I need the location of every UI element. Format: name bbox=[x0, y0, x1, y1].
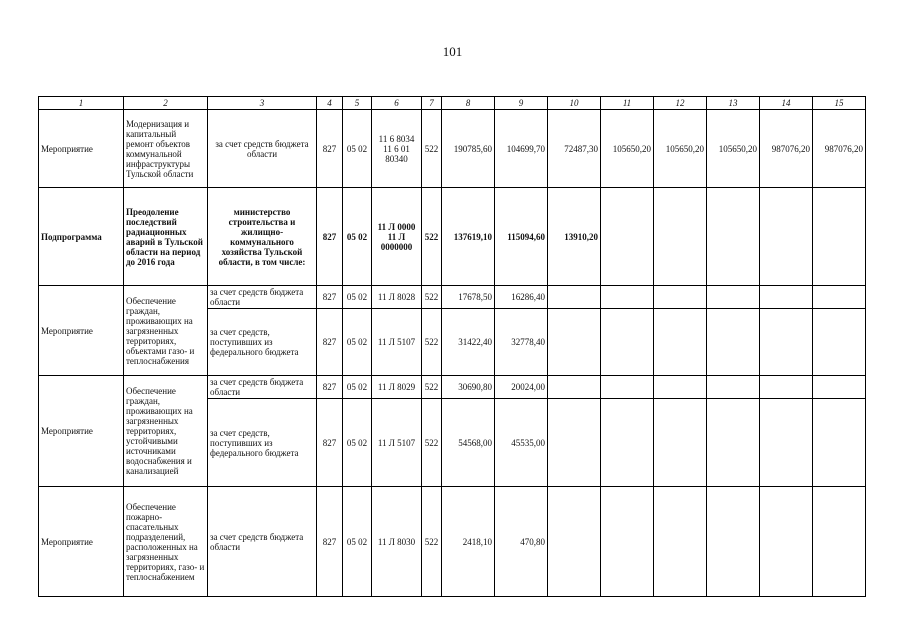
empty-cell bbox=[601, 188, 654, 286]
header-cell: 11 bbox=[601, 97, 654, 110]
funding-source: за счет средств бюджета области bbox=[208, 110, 317, 188]
value-cell: 987076,20 bbox=[813, 110, 866, 188]
value-cell: 31422,40 bbox=[442, 309, 495, 376]
header-cell: 5 bbox=[343, 97, 372, 110]
empty-cell bbox=[601, 487, 654, 597]
empty-cell bbox=[813, 286, 866, 309]
code-cell: 05 02 bbox=[343, 110, 372, 188]
value-cell: 54568,00 bbox=[442, 399, 495, 487]
empty-cell bbox=[707, 376, 760, 399]
code-cell: 522 bbox=[422, 309, 442, 376]
empty-cell bbox=[548, 399, 601, 487]
empty-cell bbox=[760, 399, 813, 487]
row-type: Подпрограмма bbox=[39, 188, 124, 286]
funding-source: за счет средств бюджета области bbox=[208, 286, 317, 309]
row-type: Мероприятие bbox=[39, 487, 124, 597]
value-cell: 470,80 bbox=[495, 487, 548, 597]
empty-cell bbox=[760, 487, 813, 597]
code-cell: 11 Л 0000 11 Л 0000000 bbox=[372, 188, 422, 286]
code-cell: 522 bbox=[422, 188, 442, 286]
table-row bbox=[39, 487, 866, 597]
empty-cell bbox=[548, 309, 601, 376]
empty-cell bbox=[654, 399, 707, 487]
empty-cell bbox=[813, 188, 866, 286]
value-cell: 72487,30 bbox=[548, 110, 601, 188]
value-cell: 105650,20 bbox=[654, 110, 707, 188]
empty-cell bbox=[813, 376, 866, 399]
value-cell: 105650,20 bbox=[601, 110, 654, 188]
code-cell: 827 bbox=[317, 286, 343, 309]
code-cell: 827 bbox=[317, 188, 343, 286]
table-row bbox=[39, 286, 866, 309]
table-row bbox=[39, 188, 866, 286]
header-cell: 3 bbox=[208, 97, 317, 110]
empty-cell bbox=[813, 399, 866, 487]
code-cell: 522 bbox=[422, 376, 442, 399]
empty-cell bbox=[813, 309, 866, 376]
header-cell: 10 bbox=[548, 97, 601, 110]
value-cell: 137619,10 bbox=[442, 188, 495, 286]
empty-cell bbox=[601, 309, 654, 376]
code-cell: 05 02 bbox=[343, 376, 372, 399]
value-cell: 987076,20 bbox=[760, 110, 813, 188]
code-cell: 827 bbox=[317, 110, 343, 188]
row-title: Преодоление последствий радиационных аварий в Тульской области на период до 2016 года bbox=[124, 188, 208, 286]
header-cell: 2 bbox=[124, 97, 208, 110]
code-cell: 11 6 8034 11 6 01 80340 bbox=[372, 110, 422, 188]
empty-cell bbox=[654, 309, 707, 376]
header-cell: 14 bbox=[760, 97, 813, 110]
code-cell: 11 Л 8028 bbox=[372, 286, 422, 309]
code-cell: 05 02 bbox=[343, 487, 372, 597]
empty-cell bbox=[654, 376, 707, 399]
value-cell: 13910,20 bbox=[548, 188, 601, 286]
header-cell: 6 bbox=[372, 97, 422, 110]
empty-cell bbox=[548, 286, 601, 309]
row-title: Модернизация и капитальный ремонт объектов коммунальной инфраструктуры Тульской области bbox=[124, 110, 208, 188]
empty-cell bbox=[654, 286, 707, 309]
code-cell: 11 Л 5107 bbox=[372, 309, 422, 376]
page-number: 101 bbox=[442, 44, 463, 59]
funding-source: за счет средств, поступивших из федерального бюджета bbox=[208, 399, 317, 487]
code-cell: 522 bbox=[422, 487, 442, 597]
code-cell: 827 bbox=[317, 487, 343, 597]
empty-cell bbox=[707, 399, 760, 487]
code-cell: 827 bbox=[317, 309, 343, 376]
code-cell: 05 02 bbox=[343, 399, 372, 487]
code-cell: 05 02 bbox=[343, 286, 372, 309]
funding-source: за счет средств бюджета области bbox=[208, 376, 317, 399]
empty-cell bbox=[707, 487, 760, 597]
header-cell: 9 bbox=[495, 97, 548, 110]
code-cell: 522 bbox=[422, 286, 442, 309]
header-row bbox=[39, 97, 866, 110]
code-cell: 11 Л 8030 bbox=[372, 487, 422, 597]
row-type: Мероприятие bbox=[39, 286, 124, 376]
value-cell: 32778,40 bbox=[495, 309, 548, 376]
budget-table bbox=[38, 96, 866, 597]
value-cell: 17678,50 bbox=[442, 286, 495, 309]
funding-source: министерство строительства и жилищно-коммунального хозяйства Тульской области, в том числе: bbox=[208, 188, 317, 286]
value-cell: 16286,40 bbox=[495, 286, 548, 309]
row-title: Обеспечение пожарно-спасательных подразделений, расположенных на загрязненных территориях, газо- и теплоснабжением bbox=[124, 487, 208, 597]
header-cell: 1 bbox=[39, 97, 124, 110]
header-cell: 7 bbox=[422, 97, 442, 110]
header-cell: 13 bbox=[707, 97, 760, 110]
code-cell: 11 Л 8029 bbox=[372, 376, 422, 399]
empty-cell bbox=[760, 188, 813, 286]
empty-cell bbox=[707, 286, 760, 309]
funding-source: за счет средств, поступивших из федерального бюджета bbox=[208, 309, 317, 376]
value-cell: 2418,10 bbox=[442, 487, 495, 597]
code-cell: 522 bbox=[422, 110, 442, 188]
code-cell: 827 bbox=[317, 376, 343, 399]
empty-cell bbox=[707, 309, 760, 376]
code-cell: 11 Л 5107 bbox=[372, 399, 422, 487]
empty-cell bbox=[654, 188, 707, 286]
table-row bbox=[39, 110, 866, 188]
code-cell: 05 02 bbox=[343, 309, 372, 376]
header-cell: 12 bbox=[654, 97, 707, 110]
value-cell: 45535,00 bbox=[495, 399, 548, 487]
empty-cell bbox=[760, 286, 813, 309]
funding-source: за счет средств бюджета области bbox=[208, 487, 317, 597]
empty-cell bbox=[548, 376, 601, 399]
code-cell: 827 bbox=[317, 399, 343, 487]
header-cell: 4 bbox=[317, 97, 343, 110]
row-title: Обеспечение граждан, проживающих на загрязненных территориях, устойчивыми источниками водоснабжения и канализацией bbox=[124, 376, 208, 487]
empty-cell bbox=[707, 188, 760, 286]
empty-cell bbox=[601, 286, 654, 309]
value-cell: 30690,80 bbox=[442, 376, 495, 399]
header-cell: 15 bbox=[813, 97, 866, 110]
code-cell: 05 02 bbox=[343, 188, 372, 286]
value-cell: 115094,60 bbox=[495, 188, 548, 286]
value-cell: 105650,20 bbox=[707, 110, 760, 188]
value-cell: 104699,70 bbox=[495, 110, 548, 188]
empty-cell bbox=[601, 399, 654, 487]
value-cell: 20024,00 bbox=[495, 376, 548, 399]
empty-cell bbox=[813, 487, 866, 597]
empty-cell bbox=[760, 376, 813, 399]
row-type: Мероприятие bbox=[39, 110, 124, 188]
empty-cell bbox=[760, 309, 813, 376]
empty-cell bbox=[601, 376, 654, 399]
row-type: Мероприятие bbox=[39, 376, 124, 487]
table-row bbox=[39, 376, 866, 399]
header-cell: 8 bbox=[442, 97, 495, 110]
row-title: Обеспечение граждан, проживающих на загрязненных территориях, объектами газо- и теплоснабжения bbox=[124, 286, 208, 376]
empty-cell bbox=[548, 487, 601, 597]
code-cell: 522 bbox=[422, 399, 442, 487]
empty-cell bbox=[654, 487, 707, 597]
value-cell: 190785,60 bbox=[442, 110, 495, 188]
